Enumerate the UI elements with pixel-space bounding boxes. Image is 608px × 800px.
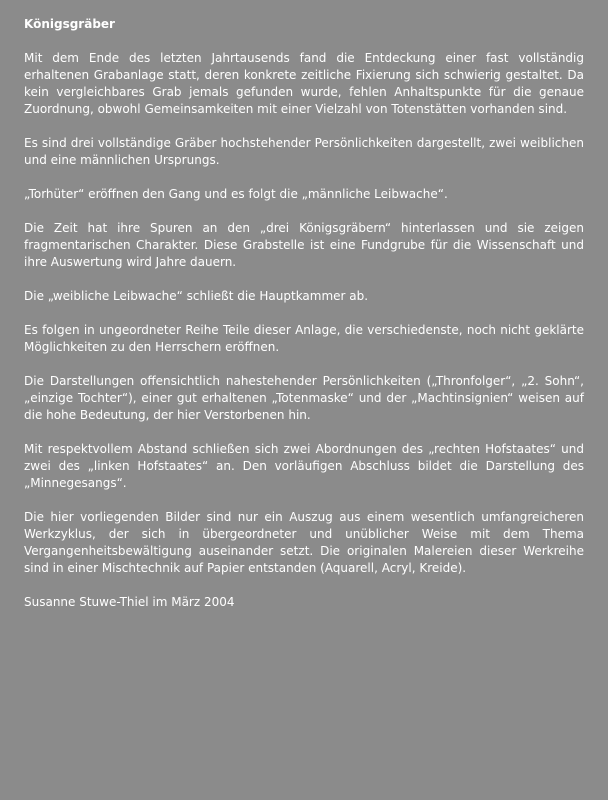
paragraph-traces-of-time: Die Zeit hat ihre Spuren an den „drei Königsgräbern“ hinterlassen und sie zeigen fragmentarischen Charakter. Diese Grabstelle ist eine Fundgrube für die Wissenschaft und ihre Auswertung wird Jahre dauern. [24, 221, 584, 269]
paragraph-work-cycle: Die hier vorliegenden Bilder sind nur ein Auszug aus einem wesentlich umfangreicheren Werkzyklus, der sich in übergeordneter und unüblicher Weise mit dem Thema Vergangenheitsbewältigung auseinander setzt. Die originalen Malereien dieser Werkreihe sind in einer Mischtechnik auf Papier entstanden (Aquarell, Acryl, Kreide). [24, 510, 584, 575]
paragraph-unordered-parts: Es folgen in ungeordneter Reihe Teile dieser Anlage, die verschiedenste, noch nicht geklärte Möglichkeiten zu den Herrschern eröffnen. [24, 323, 584, 354]
paragraph-gatekeepers: „Torhüter“ eröffnen den Gang und es folgt die „männliche Leibwache“. [24, 187, 448, 201]
paragraph-female-guard: Die „weibliche Leibwache“ schließt die Hauptkammer ab. [24, 289, 369, 303]
paragraph-discovery: Mit dem Ende des letzten Jahrtausends fand die Entdeckung einer fast vollständig erhaltenen Grabanlage statt, deren konkrete zeitliche Fixierung sich schwierig gestaltet. Da kein vergleichbares Grab jemals gefunden wurde, fehlen Anhaltspunkte für die genaue Zuordnung, obwohl Gemeinsamkeiten mit einer Vielzahl von Totenstätten vorhanden sind. [24, 51, 584, 116]
paragraph-three-graves: Es sind drei vollständige Gräber hochstehender Persönlichkeiten dargestellt, zwei weiblichen und eine männlichen Ursprungs. [24, 136, 584, 167]
paragraph-court-delegations: Mit respektvollem Abstand schließen sich zwei Abordnungen des „rechten Hofstaates“ und zwei des „linken Hofstaates“ an. Den vorläufigen Abschluss bildet die Darstellung des „Minnegesangs“. [24, 442, 584, 490]
paragraph-depictions: Die Darstellungen offensichtlich nahestehender Persönlichkeiten („Thronfolger“, „2. Sohn“, „einzige Tochter“), einer gut erhaltenen „Totenmaske“ und der „Machtinsignien“ weisen auf die hohe Bedeutung, der hier Verstorbenen hin. [24, 374, 584, 422]
page-title: Königsgräber [24, 17, 115, 31]
author-signature: Susanne Stuwe-Thiel im März 2004 [24, 595, 235, 609]
